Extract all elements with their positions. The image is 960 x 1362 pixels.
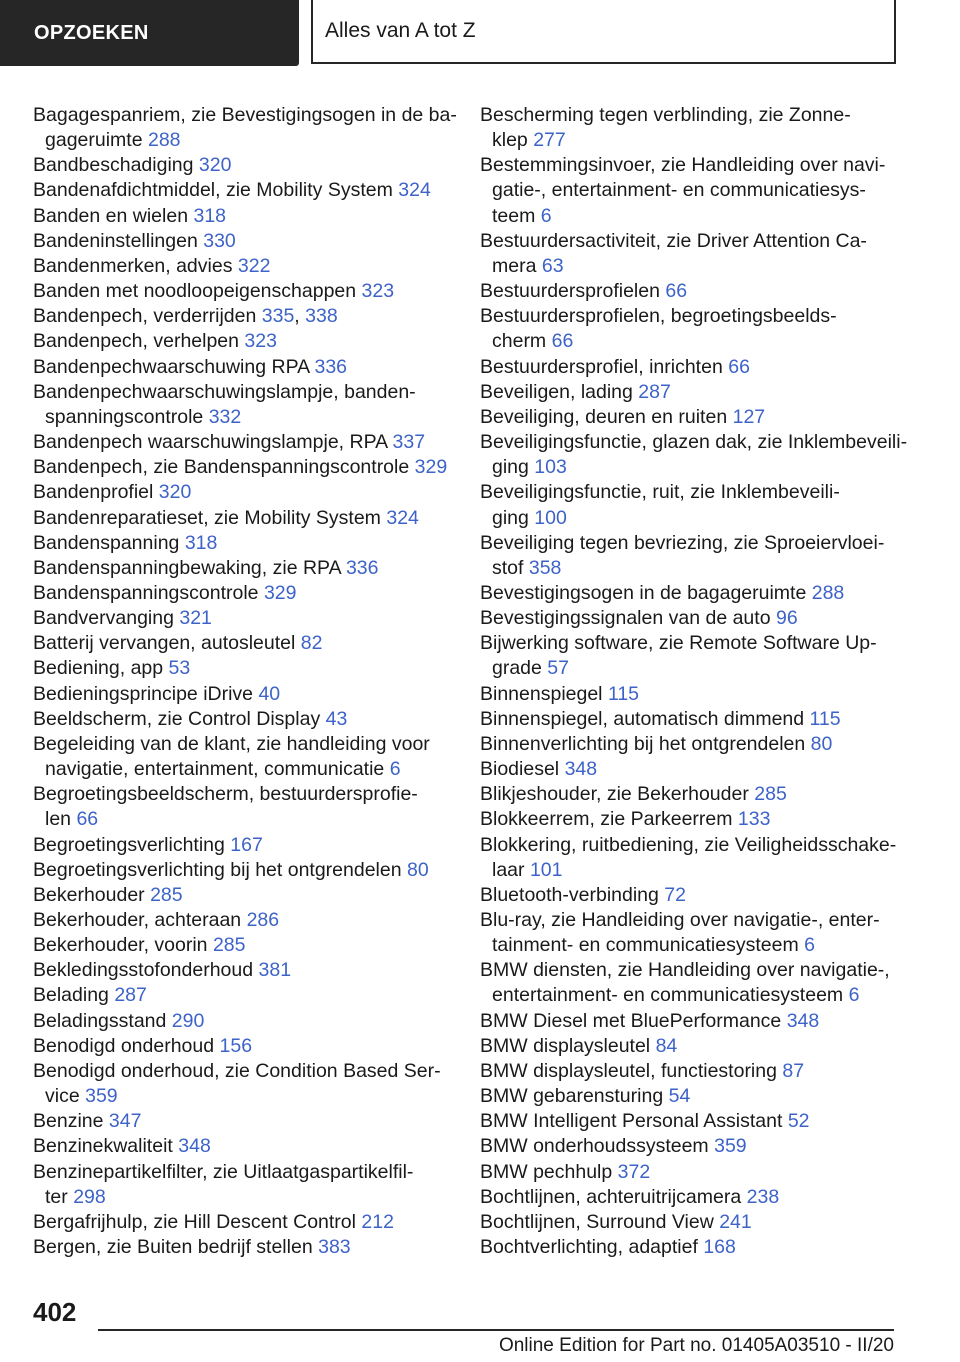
title-tab[interactable] <box>311 0 896 64</box>
index-entry-text: gageruimte <box>45 129 148 152</box>
page-reference-link[interactable]: 321 <box>179 607 212 630</box>
index-entry-text: Bandenspanning <box>33 531 185 554</box>
index-entry-text: Banden met noodloopeigenschappen <box>33 280 362 303</box>
index-entry-text: navigatie, entertainment, communicatie <box>45 758 390 781</box>
index-entry <box>480 103 910 153</box>
index-entry-text: Belading <box>33 984 115 1007</box>
page-reference-link[interactable]: 336 <box>314 355 348 378</box>
page-reference-link[interactable]: 285 <box>754 783 787 806</box>
page-reference-link[interactable]: 285 <box>150 883 183 906</box>
index-entry-text: tainment- en communicatiesysteem <box>492 934 805 957</box>
index-entry-text: Bandenpech, verhelpen <box>33 330 245 353</box>
index-entry-text: Begroetingsbeeldscherm, bestuurdersprofie- <box>33 783 418 806</box>
index-entry <box>33 329 463 354</box>
index-entry <box>33 455 463 480</box>
index-entry-text: mera <box>492 254 542 277</box>
page-reference-link[interactable]: 96 <box>775 607 798 630</box>
index-entry <box>33 153 463 178</box>
page-reference-link[interactable]: 286 <box>246 909 280 931</box>
index-entry-text: Beveiligingsfunctie, ruit, zie Inklembeveili- <box>480 481 840 504</box>
index-entry <box>480 380 910 405</box>
page-reference-link[interactable]: 322 <box>237 254 271 277</box>
index-entry-text: Bestuurdersactiviteit, zie Driver Attention Ca- <box>480 229 867 252</box>
page-reference-link[interactable]: 288 <box>147 129 181 152</box>
index-entry-text: gatie-, entertainment- en communicatiesys- <box>492 179 866 202</box>
page-reference-link[interactable]: 348 <box>564 758 598 781</box>
index-entry <box>480 833 910 883</box>
index-entry-text: Benzine <box>33 1110 109 1133</box>
page-reference-link[interactable]: 66 <box>551 330 574 353</box>
index-entry-text: Bedieningsprincipe iDrive <box>33 682 259 705</box>
page-reference-link[interactable]: 53 <box>168 657 191 680</box>
index-entry <box>33 933 463 958</box>
page-reference-link[interactable]: 287 <box>638 380 671 403</box>
index-entry <box>33 1009 463 1034</box>
index-entry <box>480 229 910 279</box>
index-entry-text: Bestuurdersprofielen, begroetingsbeelds- <box>480 305 837 328</box>
index-entry-text: Bagagespanriem, zie Bevestigingsogen in de ba- <box>33 104 457 126</box>
page-number: 402 <box>33 1297 77 1327</box>
index-entry <box>33 606 463 631</box>
page-reference-link[interactable]: 320 <box>158 481 192 504</box>
index-entry-text: BMW pechhulp <box>480 1160 618 1183</box>
page-reference-link[interactable]: 329 <box>263 581 297 604</box>
page-reference-link[interactable]: 63 <box>541 254 564 277</box>
index-entry <box>480 355 910 380</box>
index-entry-text: spanningscontrole <box>45 405 209 428</box>
index-entry-text: Bandenspanningbewaking, zie RPA <box>33 556 346 579</box>
page-reference-link[interactable]: 277 <box>533 129 566 152</box>
index-entry-text: Bekerhouder, voorin <box>33 934 213 957</box>
index-entry-text: Bekledingsstofonderhoud <box>33 959 259 982</box>
index-entry <box>480 581 910 606</box>
index-entry-text: BMW displaysleutel <box>480 1034 656 1057</box>
edition-note: Online Edition for Part no. 01405A03510 - II/20 <box>498 1335 894 1356</box>
index-entry <box>480 304 910 354</box>
index-entry-text: Batterij vervangen, autosleutel <box>33 632 301 655</box>
page-reference-link[interactable]: 72 <box>664 883 686 906</box>
index-entry-text: Bandenpech, verderrijden <box>33 305 262 328</box>
index-entry <box>480 1109 910 1134</box>
page-reference-link[interactable]: 324 <box>386 506 419 529</box>
index-entry-text: Bijwerking software, zie Remote Software Up- <box>480 632 877 655</box>
page-reference-link[interactable]: 337 <box>392 431 426 454</box>
page-reference-link[interactable]: 241 <box>719 1210 752 1233</box>
index-entry-text: Banden en wielen <box>33 204 194 227</box>
index-entry <box>480 908 910 958</box>
index-entry <box>33 958 463 983</box>
index-entry-text: Bandeninstellingen <box>33 229 204 252</box>
index-entry-text: ging <box>492 456 535 479</box>
index-entry-text: Bevestigingsogen in de bagageruimte <box>480 581 812 604</box>
index-entry-text: Begroetingsverlichting <box>33 833 231 856</box>
page-reference-link[interactable]: 383 <box>318 1236 351 1259</box>
page-reference-link[interactable]: 290 <box>171 1009 205 1032</box>
index-entry <box>480 1210 910 1235</box>
page-reference-link[interactable]: 285 <box>212 934 246 957</box>
index-entry-text: Bandbeschadiging <box>33 154 199 177</box>
index-entry <box>33 732 463 782</box>
page-reference-link[interactable]: 66 <box>76 808 99 831</box>
page-reference-link[interactable]: 288 <box>811 581 845 604</box>
index-entry <box>33 1034 463 1059</box>
index-entry-text: grade <box>492 657 548 680</box>
section-tab[interactable] <box>0 0 299 66</box>
index-entry <box>33 430 463 455</box>
index-entry <box>33 279 463 304</box>
index-entry-text: Benodigd onderhoud <box>33 1034 220 1057</box>
page-reference-link[interactable]: 115 <box>809 707 841 730</box>
index-entry-text: Bandenafdichtmiddel, zie Mobility System <box>33 179 399 202</box>
index-entry-text: Bediening, app <box>33 657 169 680</box>
index-column-left <box>33 103 463 1260</box>
index-entry-text: BMW Diesel met BluePerformance <box>480 1009 787 1032</box>
page-reference-link[interactable]: 318 <box>184 531 218 554</box>
page-reference-link[interactable]: 323 <box>361 280 395 303</box>
index-entry <box>33 178 463 203</box>
page-reference-link[interactable]: 66 <box>665 280 688 303</box>
page-reference-link[interactable]: 101 <box>529 858 563 881</box>
index-entry <box>33 506 463 531</box>
index-entry <box>33 631 463 656</box>
index-entry <box>480 279 910 304</box>
index-entry <box>33 254 463 279</box>
page-reference-link[interactable]: 372 <box>617 1160 651 1183</box>
page-reference-link[interactable]: 6 <box>804 934 815 957</box>
page-reference-link[interactable]: 100 <box>534 506 567 529</box>
index-entry-text: Bochtlijnen, Surround View <box>480 1210 720 1233</box>
index-entry-text: klep <box>492 129 534 152</box>
page-reference-link[interactable]: 348 <box>786 1009 820 1032</box>
page-reference-link[interactable]: 40 <box>258 682 281 705</box>
index-entry-text: BMW onderhoudssysteem <box>480 1135 715 1158</box>
page-reference-link[interactable]: 323 <box>244 330 277 353</box>
index-entry <box>480 606 910 631</box>
page-reference-link[interactable]: 318 <box>193 204 227 227</box>
index-entry <box>33 983 463 1008</box>
index-entry <box>33 480 463 505</box>
index-entry-text: Binnenspiegel <box>480 682 608 705</box>
index-entry-text: Beveiligingsfunctie, glazen dak, zie Inklembeveili- <box>480 431 908 454</box>
index-entry-text: Blokkering, ruitbediening, zie Veiligheidsschake- <box>480 833 897 856</box>
index-entry <box>33 908 463 933</box>
page-reference-link[interactable]: 358 <box>528 556 562 579</box>
index-entry <box>33 556 463 581</box>
index-entry-text: Bandenspanningscontrole <box>33 581 264 604</box>
index-entry <box>33 682 463 707</box>
index-entry <box>480 1235 910 1260</box>
index-entry-text: Beladingsstand <box>33 1009 172 1032</box>
index-entry <box>33 782 463 832</box>
index-entry-text: Bescherming tegen verblinding, zie Zonne- <box>480 104 851 126</box>
page-reference-link[interactable]: 52 <box>787 1110 810 1133</box>
index-entry <box>480 1084 910 1109</box>
index-entry <box>480 807 910 832</box>
index-entry <box>480 1160 910 1185</box>
page-reference-link[interactable]: 212 <box>361 1210 394 1233</box>
index-entry <box>480 1009 910 1034</box>
page-header <box>0 0 960 66</box>
index-entry-text: Bandenmerken, advies <box>33 254 238 277</box>
index-entry-text: Bevestigingssignalen van de auto <box>480 607 776 630</box>
index-entry-text: Begroetingsverlichting bij het ontgrendelen <box>33 858 407 881</box>
index-entry <box>480 480 910 530</box>
index-entry-text: cherm <box>492 330 552 353</box>
index-entry <box>480 1185 910 1210</box>
index-entry <box>480 1059 910 1084</box>
page-reference-link[interactable]: 167 <box>230 833 263 856</box>
page-reference-link[interactable]: 87 <box>782 1059 805 1082</box>
index-entry-text: Beveiliging tegen bevriezing, zie Sproeiervloei- <box>480 531 885 554</box>
index-entry <box>33 1235 463 1260</box>
index-entry <box>33 1160 463 1210</box>
page-reference-link[interactable]: 359 <box>714 1135 747 1158</box>
page-reference-link[interactable]: 84 <box>655 1034 678 1057</box>
index-entry-text: Bekerhouder, achteraan <box>33 909 247 931</box>
index-entry <box>480 405 910 430</box>
index-entry-text: Beeldscherm, zie Control Display <box>33 707 326 730</box>
index-entry-text: Bochtlijnen, achteruitrijcamera <box>480 1185 747 1208</box>
index-entry-text: Bandenpechwaarschuwingslampje, banden- <box>33 380 416 403</box>
index-entry-text: Bochtverlichting, adaptief <box>480 1236 704 1259</box>
page-reference-link[interactable]: 57 <box>547 657 569 680</box>
page-reference-link[interactable]: 329 <box>414 456 448 479</box>
index-entry <box>480 707 910 732</box>
index-entry-text: Bergafrijhulp, zie Hill Descent Control <box>33 1210 362 1233</box>
index-entry-text: Bandenpechwaarschuwing RPA <box>33 355 315 378</box>
index-entry-text: Bandenprofiel <box>33 481 159 504</box>
index-entry <box>33 858 463 883</box>
page-reference-link[interactable]: 43 <box>325 707 348 730</box>
page-reference-link[interactable]: 66 <box>728 355 750 378</box>
index-entry <box>33 656 463 681</box>
index-entry-text: Benodigd onderhoud, zie Condition Based Ser- <box>33 1059 441 1082</box>
index-entry: Bandenpech, verderrijden 335, 338 <box>33 305 338 328</box>
index-entry-text: BMW displaysleutel, functiestoring <box>480 1059 783 1082</box>
index-entry-text: Binnenspiegel, automatisch dimmend <box>480 707 810 730</box>
index-entry-text: Beveiliging, deuren en ruiten <box>480 405 733 428</box>
index-entry-text: teem <box>492 204 541 227</box>
index-entry <box>480 153 910 228</box>
page-reference-link[interactable]: 298 <box>73 1185 106 1208</box>
index-entry-text: BMW gebarensturing <box>480 1085 669 1108</box>
index-entry <box>33 531 463 556</box>
index-entry <box>480 782 910 807</box>
index-entry <box>33 581 463 606</box>
page-reference-link[interactable]: 103 <box>534 456 567 479</box>
index-entry-text: Benzinekwaliteit <box>33 1135 179 1158</box>
index-entry <box>33 833 463 858</box>
index-entry-text: Binnenverlichting bij het ontgrendelen <box>480 732 811 755</box>
index-entry-text: stof <box>492 556 529 579</box>
index-entry-text: Bestuurdersprofiel, inrichten <box>480 355 729 378</box>
index-entry-text: Bestuurdersprofielen <box>480 280 666 303</box>
page-reference-link[interactable]: 80 <box>407 858 429 881</box>
page-reference-link[interactable]: 330 <box>203 229 236 252</box>
page-reference-link[interactable]: 6 <box>848 984 860 1007</box>
index-entry-text: Beveiligen, lading <box>480 380 639 403</box>
index-entry <box>33 1059 463 1109</box>
index-entry-text: len <box>45 808 77 831</box>
index-entry-text: Benzinepartikelfilter, zie Uitlaatgaspartikelfil- <box>33 1160 414 1183</box>
page-reference-link[interactable]: 238 <box>746 1185 780 1208</box>
index-entry <box>480 430 910 480</box>
page-reference-link[interactable]: 336 <box>345 556 379 579</box>
page-reference-link[interactable]: 348 <box>178 1135 211 1158</box>
index-entry-text: Bekerhouder <box>33 883 151 906</box>
page-reference-link[interactable]: 6 <box>389 758 401 781</box>
index-entry <box>33 380 463 430</box>
index-entry-text: Bergen, zie Buiten bedrijf stellen <box>33 1236 319 1259</box>
index-entry-text: Bandenpech waarschuwingslampje, RPA <box>33 431 393 454</box>
index-entry-text: vice <box>45 1085 86 1108</box>
page-reference-link[interactable]: 168 <box>703 1236 736 1259</box>
index-entry <box>480 757 910 782</box>
index-entry <box>33 707 463 732</box>
index-entry <box>480 958 910 1008</box>
page-reference-link[interactable]: 156 <box>219 1034 253 1057</box>
index-entry-text: Begeleiding van de klant, zie handleiding voor <box>33 732 430 755</box>
index-entry-text: Bandenpech, zie Bandenspanningscontrole <box>33 456 415 479</box>
index-entry <box>480 682 910 707</box>
page-reference-link[interactable]: 54 <box>668 1085 691 1108</box>
index-entry <box>33 355 463 380</box>
index-entry-text: entertainment- en communicatiesysteem <box>492 984 849 1007</box>
index-entry-text: Blu-ray, zie Handleiding over navigatie-, enter- <box>480 909 880 931</box>
index-entry <box>480 631 910 681</box>
index-entry <box>480 1134 910 1159</box>
index-entry-text: Blokkeerrem, zie Parkeerrem <box>480 808 738 831</box>
page-reference-link[interactable]: 338 <box>305 305 338 328</box>
section-title: Alles van A tot Z <box>325 19 476 42</box>
index-entry-text: ter <box>45 1185 74 1208</box>
index-entry-text: Bluetooth-verbinding <box>480 883 665 906</box>
page-reference-link[interactable]: 359 <box>85 1085 118 1108</box>
page-reference-link[interactable]: 115 <box>607 682 640 705</box>
page-reference-link[interactable]: 287 <box>114 984 147 1007</box>
page-reference-link[interactable]: 127 <box>732 405 766 428</box>
index-entry-text: Bandenreparatieset, zie Mobility System <box>33 506 387 529</box>
index-entry-text: Biodiesel <box>480 758 565 781</box>
page-reference-link[interactable]: 80 <box>810 732 833 755</box>
page-reference-link[interactable]: 82 <box>300 632 323 655</box>
index-entry-text: Bestemmingsinvoer, zie Handleiding over navi- <box>480 154 886 177</box>
index-entry-text: laar <box>492 858 530 881</box>
index-entry <box>480 1034 910 1059</box>
index-column-right <box>480 103 910 1260</box>
page-reference-link[interactable]: 347 <box>108 1110 142 1133</box>
page-reference-link[interactable]: 6 <box>540 204 552 227</box>
index-entry <box>33 103 463 153</box>
index-entry-text: Blikjeshouder, zie Bekerhouder <box>480 783 755 806</box>
index-entry <box>33 1109 463 1134</box>
index-entry-text: BMW Intelligent Personal Assistant <box>480 1110 788 1133</box>
index-entry <box>480 732 910 757</box>
index-entry <box>480 531 910 581</box>
page-reference-link[interactable]: 320 <box>198 154 232 177</box>
section-label: OPZOEKEN <box>34 21 149 44</box>
page-reference-link[interactable]: 335 <box>261 305 295 328</box>
index-entry-text: ging <box>492 506 535 529</box>
index-entry <box>33 229 463 254</box>
index-entry <box>33 1134 463 1159</box>
index-entry <box>33 883 463 908</box>
page-reference-link[interactable]: 324 <box>398 179 431 202</box>
index-entry-text: Bandvervanging <box>33 607 180 630</box>
page-reference-link[interactable]: 381 <box>258 959 292 982</box>
index-entry <box>480 883 910 908</box>
index-entry <box>33 1210 463 1235</box>
page-reference-link[interactable]: 332 <box>208 405 242 428</box>
index-entry <box>33 204 463 229</box>
footer-divider <box>98 1329 894 1331</box>
index-entry-text: BMW diensten, zie Handleiding over navigatie-, <box>480 959 890 982</box>
page-reference-link[interactable]: 133 <box>737 808 771 831</box>
